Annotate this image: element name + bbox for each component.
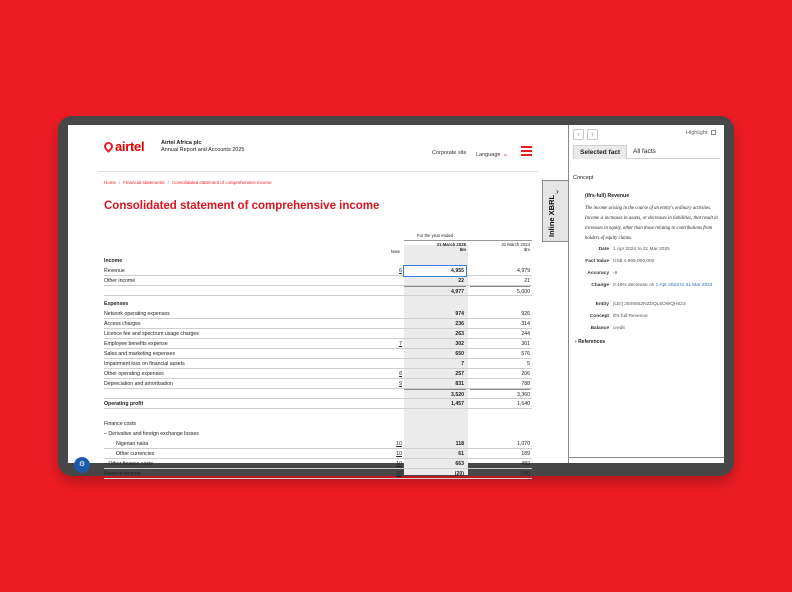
table-row <box>104 399 532 409</box>
table-row <box>104 439 532 449</box>
company-name: Airtel Africa plc <box>161 140 202 146</box>
row-label: – Other finance costs <box>104 461 154 467</box>
panel-bottom-rule <box>569 457 724 458</box>
period-rule <box>404 240 532 241</box>
value-2025[interactable]: 4,977 <box>404 286 466 297</box>
inline-xbrl-toggle[interactable] <box>542 180 568 242</box>
menu-icon[interactable] <box>521 146 532 158</box>
highlight-label: Highlight: <box>686 130 709 136</box>
site-header <box>68 125 568 173</box>
table-row <box>104 389 532 399</box>
value-2024: 314 <box>521 321 530 327</box>
date-value: 1 Apr 2024 to 31 Mar 2025 <box>613 247 670 252</box>
xbrl-inspector-panel <box>569 125 724 463</box>
concept-value: ifrs-full:Revenue <box>613 314 648 319</box>
row-label: Operating profit <box>104 401 144 407</box>
references-label: References <box>578 339 606 345</box>
airtel-swirl-icon <box>102 140 115 153</box>
value-2024: 926 <box>521 311 530 317</box>
fact-value: US$ 4,955,000,000 <box>613 259 655 264</box>
row-label: Nigerian naira <box>116 441 149 447</box>
brand-name: airtel <box>115 139 145 154</box>
date-label: Date <box>598 247 609 252</box>
note-link[interactable]: 10 <box>396 471 402 477</box>
device-frame <box>58 116 734 476</box>
row-label: Revenue <box>104 268 125 274</box>
change-text: 0.48% decrease on <box>613 283 656 288</box>
value-2025[interactable]: 7 <box>461 361 464 367</box>
airtel-logo[interactable] <box>104 139 144 154</box>
table-row <box>104 266 532 276</box>
value-2025[interactable]: 302 <box>455 341 464 347</box>
language-selector[interactable] <box>476 150 508 158</box>
fact-value-label: Fact Value <box>585 259 609 264</box>
table-row <box>104 286 532 296</box>
value-2025[interactable]: 61 <box>458 451 464 457</box>
next-fact-button[interactable]: › <box>587 129 598 140</box>
tab-selected-fact[interactable]: Selected fact <box>573 145 627 159</box>
value-2024: 5,000 <box>470 286 530 297</box>
value-2024: 189 <box>521 451 530 457</box>
value-2024: 206 <box>521 371 530 377</box>
row-label: Licence fee and spectrum usage charges <box>104 331 199 337</box>
note-heading: Note <box>390 249 400 254</box>
col-2025-unit: $m <box>459 247 466 252</box>
table-row <box>104 369 532 379</box>
concept-description: The income arising in the course of an entity's ordinary activities. Income is increases in assets, or decreases in liabilities, that result in increases in equity, other than those relating to contributions from holders of equity claims. <box>585 206 718 241</box>
value-2025[interactable]: 257 <box>455 371 464 377</box>
table-row <box>104 256 532 266</box>
value-2025[interactable]: 263 <box>455 331 464 337</box>
value-2024: 1,070 <box>517 441 530 447</box>
breadcrumb-home[interactable]: Home <box>104 180 117 185</box>
highlight-checkbox[interactable] <box>711 130 716 135</box>
language-label: Language <box>476 152 501 158</box>
inspector-tabs <box>573 145 720 159</box>
value-2025[interactable]: 236 <box>455 321 464 327</box>
table-row <box>104 379 532 389</box>
concept-section-heading: Concept <box>573 175 594 181</box>
change-value <box>613 282 719 289</box>
value-2024: 788 <box>521 381 530 387</box>
value-2024: 1,640 <box>517 401 530 407</box>
row-label: Other income <box>104 278 136 284</box>
table-row <box>104 339 532 349</box>
chevron-right-icon: › <box>556 187 559 196</box>
table-row <box>104 329 532 339</box>
balance-value: credit <box>613 326 625 331</box>
page-title: Consolidated statement of comprehensive income <box>104 200 380 212</box>
note-link[interactable]: 10 <box>396 451 402 457</box>
breadcrumb-financial-statements[interactable]: Financial statements <box>123 180 165 185</box>
note-link[interactable]: 10 <box>396 441 402 447</box>
note-link[interactable]: 6 <box>399 268 402 274</box>
value-2025[interactable]: 1,457 <box>451 401 464 407</box>
row-label: Access charges <box>104 321 141 327</box>
value-2024: 301 <box>521 341 530 347</box>
table-row <box>104 299 532 309</box>
row-label: Other currencies <box>116 451 155 457</box>
table-row <box>104 349 532 359</box>
col-2024-heading <box>470 242 530 252</box>
row-label: Income <box>104 258 123 264</box>
row-label: Network operating expenses <box>104 311 170 317</box>
row-label: Employee benefits expense <box>104 341 168 347</box>
table-row <box>104 419 532 429</box>
prior-period-link[interactable]: 1 Apr 2023 to 31 Mar 2024 <box>655 283 713 288</box>
value-2024: 3,360 <box>470 389 530 400</box>
col-2024-unit: $m <box>524 247 530 252</box>
table-row <box>104 309 532 319</box>
value-2024: 21 <box>524 278 530 284</box>
chevron-down-icon: ⌄ <box>502 151 509 158</box>
value-2024: 5 <box>527 361 530 367</box>
concept-name: (ifrs-full) Revenue <box>585 193 630 199</box>
value-2024: 4,979 <box>517 268 530 274</box>
period-heading: For the year ended <box>416 233 454 238</box>
value-2024: 576 <box>521 351 530 357</box>
note-link[interactable]: 7 <box>399 341 402 347</box>
highlight-toggle[interactable] <box>686 130 716 136</box>
col-2025-date: 31 March 2025 <box>436 242 466 247</box>
col-2025-heading <box>404 242 466 252</box>
accuracy-label: Accuracy <box>587 271 609 276</box>
tab-all-facts[interactable]: All facts <box>633 148 656 155</box>
table-row <box>104 409 532 419</box>
value-2024: 244 <box>521 331 530 337</box>
note-link[interactable]: 10 <box>396 461 402 467</box>
value-2025[interactable]: 22 <box>458 278 464 284</box>
breadcrumb: Home / Financial statements / Consolidated statement of comprehensive income <box>104 180 272 185</box>
accuracy-value: -6 <box>613 271 618 276</box>
row-label: Expenses <box>104 301 129 307</box>
table-row <box>104 319 532 329</box>
report-name: Annual Report and Accounts 2025 <box>161 147 245 153</box>
table-row <box>104 276 532 286</box>
table-row <box>104 459 532 469</box>
value-2025[interactable]: 4,955 <box>404 266 466 276</box>
screen <box>68 125 724 477</box>
table-row <box>104 449 532 459</box>
row-label: Impairment loss on financial assets <box>104 361 185 367</box>
value-2025[interactable]: 663 <box>455 461 464 467</box>
company-info <box>161 140 244 154</box>
header-divider <box>98 171 538 172</box>
chevron-right-icon: › <box>575 339 577 345</box>
entity-label: Entity <box>595 302 609 307</box>
document-viewer <box>68 125 568 477</box>
accessibility-button[interactable]: ⚙ <box>74 457 90 473</box>
row-label: Sales and marketing expenses <box>104 351 175 357</box>
row-label: Other operating expenses <box>104 371 164 377</box>
value-2025[interactable]: 974 <box>455 311 464 317</box>
value-2025[interactable]: 650 <box>455 351 464 357</box>
concept-label: Concept <box>589 314 609 319</box>
inline-xbrl-label: Inline XBRL <box>547 194 556 237</box>
value-2025[interactable]: (20) <box>454 471 464 477</box>
col-2024-date: 31 March 2024 <box>501 242 530 247</box>
breadcrumb-current: Consolidated statement of comprehensive income <box>171 180 272 185</box>
row-label: Finance costs <box>104 421 137 427</box>
row-label: – Derivative and foreign exchange losses <box>104 431 199 437</box>
entity-link[interactable]: [LEI] 254900ZNZDQL6OWQH623 <box>613 302 686 307</box>
prev-fact-button[interactable]: ‹ <box>573 129 584 140</box>
table-row <box>104 429 532 439</box>
corporate-site-link[interactable]: Corporate site <box>432 150 467 156</box>
table-row <box>104 359 532 369</box>
value-2025[interactable]: 118 <box>455 441 464 447</box>
row-label: Finance income <box>104 471 141 477</box>
value-2024: (38) <box>520 471 530 477</box>
row-label: Depreciation and amortisation <box>104 381 173 387</box>
note-link[interactable]: 8 <box>399 371 402 377</box>
table-row <box>104 469 532 479</box>
change-label: Change <box>591 283 609 288</box>
value-2024: 482 <box>521 461 530 467</box>
value-2025[interactable]: 3,520 <box>404 389 466 400</box>
value-2025[interactable]: 831 <box>455 381 464 387</box>
references-toggle[interactable] <box>575 339 605 345</box>
note-link[interactable]: 9 <box>399 381 402 387</box>
balance-label: Balance <box>590 326 609 331</box>
